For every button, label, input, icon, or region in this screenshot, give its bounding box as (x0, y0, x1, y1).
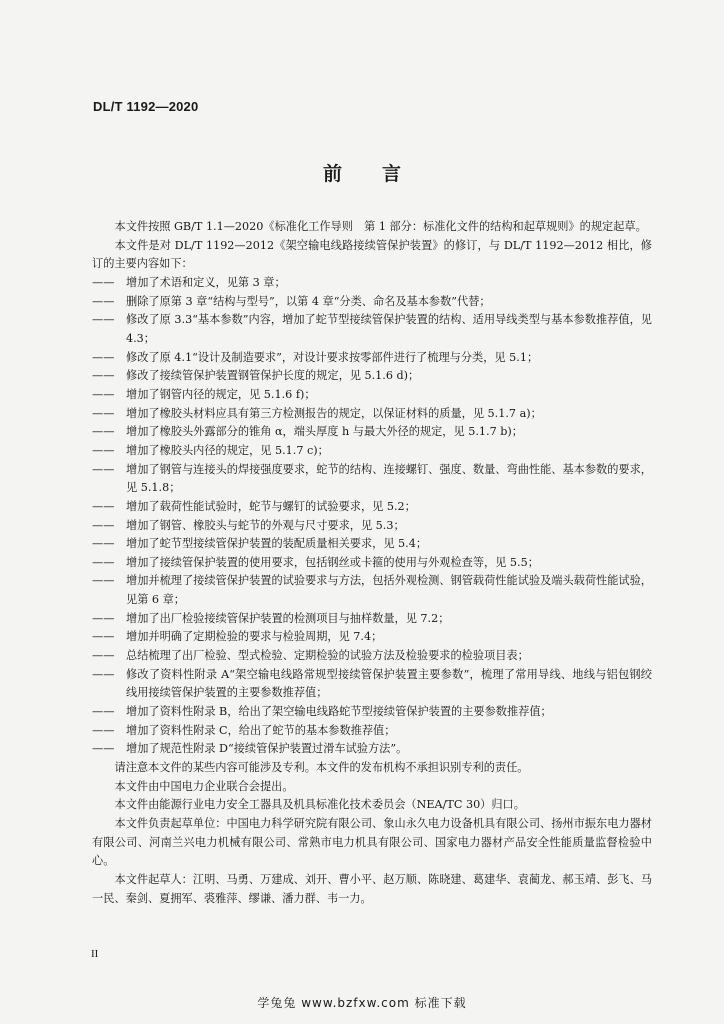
document-body (92, 218, 652, 908)
patent-notice: 请注意本文件的某些内容可能涉及专利。本文件的发布机构不承担识别专利的责任。 (114, 761, 529, 775)
dash-bullet: —— (92, 313, 115, 327)
list-item-text: 增加了橡胶头外露部分的锥角 α，端头厚度 h 与最大外径的规定，见 5.1.7 b)； (126, 425, 523, 439)
intro-paragraph: 本文件按照 GB/T 1.1—2020《标准化工作导则 第 1 部分：标准化文件的结构和起草规则》的规定起草。 (114, 220, 647, 233)
list-item-text: 增加了钢管内径的规定，见 5.1.6 f)； (126, 387, 316, 401)
list-item (92, 517, 652, 536)
change-list (92, 274, 652, 759)
list-item-text: 增加了橡胶头材料应具有第三方检测报告的规定，以保证材料的质量，见 5.1.7 a)； (126, 406, 542, 420)
list-item (92, 498, 652, 517)
list-item (92, 554, 652, 573)
list-item (92, 722, 652, 741)
list-item-text: 修改了接续管保护装置钢管保护长度的规定，见 5.1.6 d)； (126, 369, 420, 383)
list-item-text: 总结梳理了出厂检验、型式检验、定期检验的试验方法及检验要求的检验项目表； (126, 649, 529, 663)
list-item-text: 增加了资料性附录 C，给出了蛇节的基本参数推荐值； (126, 723, 396, 737)
list-item (92, 405, 652, 424)
list-item-text: 增加了术语和定义，见第 3 章； (126, 275, 286, 289)
dash-bullet: —— (92, 555, 115, 569)
dash-bullet: —— (92, 350, 115, 364)
list-item (92, 274, 652, 293)
dash-bullet: —— (92, 387, 115, 401)
list-item-text: 增加了规范性附录 D“接续管保护装置过滑车试验方法”。 (126, 742, 408, 756)
dash-bullet: —— (92, 630, 115, 644)
dash-bullet: —— (92, 723, 115, 737)
dash-bullet: —— (92, 574, 115, 588)
list-item-text: 增加了钢管、橡胶头与蛇节的外观与尺寸要求，见 5.3； (126, 518, 405, 532)
list-item-text: 修改了资料性附录 A“架空输电线路常规型接续管保护装置主要参数”，梳理了常用导线、地线与铝包钢绞线用接续管保护装置的主要参数推荐值； (126, 667, 652, 700)
dash-bullet: —— (92, 518, 115, 532)
list-item-text: 增加了钢管与连接头的焊接强度要求，蛇节的结构、连接螺钉、强度、数量、弯曲性能、基本参数的要求，见 5.1.8； (126, 462, 652, 495)
list-item (92, 740, 652, 759)
page-number: II (91, 948, 99, 960)
dash-bullet: —— (92, 275, 115, 289)
dash-bullet: —— (92, 649, 115, 663)
list-item (92, 572, 652, 609)
list-item (92, 703, 652, 722)
list-item (92, 535, 652, 554)
list-item-text: 增加了载荷性能试验时，蛇节与螺钉的试验要求，见 5.2； (126, 499, 416, 513)
list-item-text: 增加了橡胶头内径的规定，见 5.1.7 c)； (126, 443, 329, 457)
list-item-text: 增加并明确了定期检验的要求与检验周期，见 7.4； (126, 630, 383, 644)
list-item (92, 367, 652, 386)
list-item-text: 删除了原第 3 章“结构与型号”，以第 4 章“分类、命名及基本参数”代替； (126, 294, 491, 308)
list-item (92, 386, 652, 405)
list-item-text: 增加了蛇节型接续管保护装置的装配质量相关要求，见 5.4； (126, 537, 428, 551)
list-item (92, 647, 652, 666)
list-item (92, 666, 652, 703)
dash-bullet: —— (92, 406, 115, 420)
list-item (92, 423, 652, 442)
drafters: 本文件起草人：江明、马勇、万建成、刘开、曹小平、赵万顺、陈晓建、葛建华、袁蔺龙、郝玉靖、彭飞、马一民、秦剑、夏拥军、裘雅萍、缪谦、潘力群、韦一力。 (92, 872, 652, 905)
list-item (92, 311, 652, 348)
dash-bullet: —— (92, 425, 115, 439)
list-item-text: 修改了原 3.3“基本参数”内容，增加了蛇节型接续管保护装置的结构、适用导线类型与基本参数推荐值，见 4.3； (126, 313, 652, 345)
list-item (92, 442, 652, 461)
intro-paragraph: 本文件是对 DL/T 1192—2012《架空输电线路接续管保护装置》的修订，与 DL/T 1192—2012 相比，修订的主要内容如下： (92, 238, 652, 271)
drafting-units: 本文件负责起草单位：中国电力科学研究院有限公司、象山永久电力设备机具有限公司、扬州市振东电力器材有限公司、河南兰兴电力机械有限公司、常熟市电力机具有限公司、国家电力器材产品安全性能质量监督检验中心。 (92, 817, 652, 868)
list-item-text: 增加了资料性附录 B，给出了架空输电线路蛇节型接续管保护装置的主要参数推荐值； (126, 705, 552, 719)
list-item (92, 293, 652, 312)
dash-bullet: —— (92, 611, 115, 625)
list-item-text: 增加了出厂检验接续管保护装置的检测项目与抽样数量，见 7.2； (126, 611, 450, 625)
proposer-statement: 本文件由中国电力企业联合会提出。 (114, 779, 294, 793)
list-item (92, 628, 652, 647)
list-item-text: 修改了原 4.1“设计及制造要求”，对设计要求按零部件进行了梳理与分类，见 5.1； (126, 350, 539, 364)
dash-bullet: —— (92, 667, 115, 681)
dash-bullet: —— (92, 294, 115, 308)
list-item-text: 增加了接续管保护装置的使用要求，包括钢丝或卡箍的使用与外观检查等，见 5.5； (126, 555, 539, 569)
committee-statement: 本文件由能源行业电力安全工器具及机具标准化技术委员会（NEA/TC 30）归口。 (114, 798, 525, 812)
watermark-footer: 学兔兔 www.bzfxw.com 标准下载 (257, 996, 467, 1010)
dash-bullet: —— (92, 369, 115, 383)
list-item (92, 610, 652, 629)
list-item-text: 增加并梳理了接续管保护装置的试验要求与方法，包括外观检测、钢管载荷性能试验及端头载荷性能试验，见第 6 章； (126, 574, 652, 607)
dash-bullet: —— (92, 705, 115, 719)
dash-bullet: —— (92, 499, 115, 513)
list-item (92, 349, 652, 368)
dash-bullet: —— (92, 537, 115, 551)
page-title: 前言 (322, 163, 441, 185)
dash-bullet: —— (92, 443, 115, 457)
standard-code: DL/T 1192—2020 (93, 99, 199, 114)
dash-bullet: —— (92, 462, 115, 476)
list-item (92, 461, 652, 498)
dash-bullet: —— (92, 742, 115, 756)
